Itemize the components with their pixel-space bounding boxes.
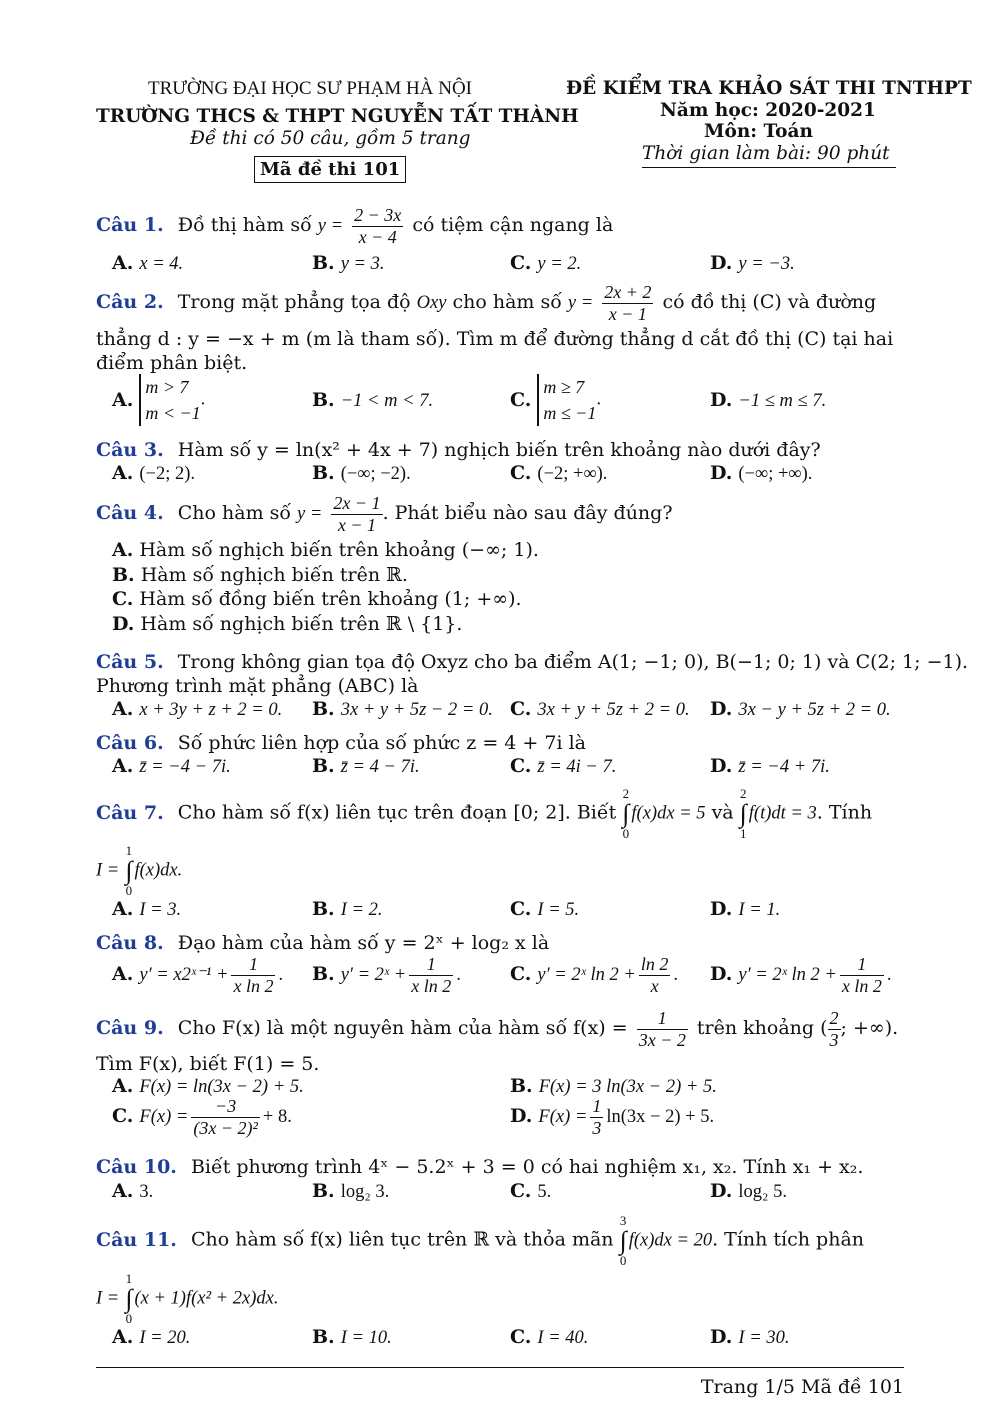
integral-symbol: ∫ bbox=[622, 799, 630, 828]
integral-symbol: ∫ bbox=[619, 1226, 627, 1255]
fraction-denominator: x ln 2 bbox=[233, 975, 274, 996]
option-text: I = 2. bbox=[340, 900, 383, 920]
fraction-numerator: 2x + 2 bbox=[604, 282, 652, 302]
fraction-numerator: 1 bbox=[592, 1096, 602, 1116]
option-text: (−∞; −2). bbox=[340, 464, 411, 484]
math-expr: f(x)dx. bbox=[134, 860, 183, 881]
fraction-denominator: 3 bbox=[592, 1117, 602, 1138]
question-text: Trong mặt phẳng tọa độ bbox=[177, 291, 411, 314]
option-label: B. bbox=[312, 389, 335, 411]
question-text: Cho hàm số bbox=[177, 502, 291, 525]
option-label: A. bbox=[112, 963, 134, 986]
system-line: m > 7 bbox=[145, 377, 189, 397]
option-text: z̄ = −4 + 7i. bbox=[738, 757, 830, 777]
option-text: 3x − y + 5z + 2 = 0. bbox=[738, 700, 891, 720]
question-text-line: Phương trình mặt phẳng (ABC) là bbox=[96, 675, 419, 697]
option-label: B. bbox=[312, 1180, 335, 1202]
question-text-line bbox=[96, 1272, 278, 1325]
math-expr: y = bbox=[297, 504, 323, 525]
option-label: D. bbox=[710, 462, 733, 484]
option-d[interactable] bbox=[710, 389, 826, 412]
fraction-denominator: x − 4 bbox=[358, 226, 397, 247]
option-text: . bbox=[278, 965, 284, 986]
option-label: C. bbox=[510, 1326, 532, 1348]
option-d[interactable] bbox=[112, 613, 462, 635]
option-label: C. bbox=[510, 755, 532, 777]
system-line: m ≤ −1 bbox=[543, 403, 597, 424]
math-expr: I = bbox=[96, 860, 120, 881]
lower-limit: 0 bbox=[125, 883, 133, 899]
fraction bbox=[637, 1008, 688, 1050]
option-label: D. bbox=[112, 613, 135, 635]
time-limit: Thời gian làm bài: 90 phút bbox=[642, 143, 890, 164]
option-text: y = 3. bbox=[340, 254, 385, 274]
option-label: A. bbox=[112, 539, 134, 561]
lower-limit: 0 bbox=[125, 1311, 133, 1327]
option-label: A. bbox=[112, 755, 134, 777]
fraction bbox=[331, 493, 382, 535]
option-label: B. bbox=[312, 698, 335, 720]
fraction-numerator: 2x − 1 bbox=[333, 493, 381, 513]
fraction-numerator: −3 bbox=[191, 1096, 260, 1118]
option-d[interactable] bbox=[710, 1180, 787, 1203]
question-label: Câu 6. bbox=[96, 732, 164, 754]
option-a[interactable] bbox=[112, 755, 231, 778]
option-text: y′ = x2ˣ⁻¹ + bbox=[139, 965, 229, 986]
option-label: D. bbox=[710, 898, 733, 920]
question-label: Câu 7. bbox=[96, 801, 164, 824]
option-a[interactable] bbox=[112, 898, 181, 921]
option-text: y = 2. bbox=[537, 254, 582, 274]
upper-limit: 3 bbox=[619, 1213, 627, 1228]
option-b[interactable] bbox=[312, 389, 433, 412]
option-a[interactable] bbox=[112, 1326, 190, 1349]
option-text: Hàm số nghịch biến trên ℝ. bbox=[140, 564, 408, 586]
fraction-numerator: 1 bbox=[409, 954, 453, 976]
system-line: m ≥ 7 bbox=[543, 377, 585, 397]
option-label: A. bbox=[112, 1326, 134, 1348]
question-text-line: Tìm F(x), biết F(1) = 5. bbox=[96, 1053, 320, 1075]
option-label: A. bbox=[112, 389, 134, 412]
question-label: Câu 3. bbox=[96, 439, 164, 461]
option-text: y = −3. bbox=[738, 254, 795, 274]
option-b[interactable] bbox=[312, 898, 382, 921]
option-text: x = 4. bbox=[139, 254, 184, 274]
fraction-denominator: x ln 2 bbox=[841, 975, 882, 996]
option-label: A. bbox=[112, 462, 134, 484]
option-text: . bbox=[456, 965, 461, 986]
option-d[interactable] bbox=[710, 898, 780, 921]
fraction bbox=[639, 954, 671, 996]
lower-limit: 0 bbox=[619, 1253, 627, 1269]
question-text: . Tính bbox=[816, 801, 873, 824]
fraction bbox=[352, 205, 403, 247]
integral-sign bbox=[125, 1272, 132, 1325]
fraction-denominator: x − 1 bbox=[608, 303, 647, 324]
option-label: D. bbox=[710, 389, 733, 411]
option-b[interactable] bbox=[312, 252, 385, 275]
option-b[interactable] bbox=[312, 462, 411, 485]
option-label: C. bbox=[510, 252, 532, 274]
option-label: D. bbox=[710, 252, 733, 274]
fraction-numerator: 2 bbox=[829, 1008, 839, 1028]
option-label: A. bbox=[112, 1075, 134, 1097]
question-9 bbox=[96, 1008, 898, 1050]
question-label: Câu 2. bbox=[96, 291, 164, 314]
option-text: x + 3y + z + 2 = 0. bbox=[139, 700, 283, 720]
option-label: D. bbox=[710, 1180, 733, 1202]
question-text: . Tính tích phân bbox=[712, 1228, 865, 1251]
question-text: . Phát biểu nào sau đây đúng? bbox=[382, 502, 673, 525]
math-expr: f(t)dt = 3 bbox=[748, 803, 817, 824]
option-a[interactable] bbox=[112, 462, 195, 485]
fraction-denominator: x ln 2 bbox=[411, 975, 452, 996]
option-label: A. bbox=[112, 898, 134, 920]
inequality-system bbox=[139, 374, 200, 426]
option-text: log₂ 5. bbox=[738, 1182, 788, 1202]
option-label: C. bbox=[510, 898, 532, 920]
option-b[interactable] bbox=[312, 1326, 392, 1349]
option-c[interactable] bbox=[510, 898, 579, 921]
fraction-denominator: x bbox=[650, 975, 659, 996]
question-1 bbox=[96, 205, 613, 247]
fraction-denominator: (3x − 2)² bbox=[193, 1117, 258, 1138]
option-label: C. bbox=[510, 1180, 532, 1202]
question-text: có tiệm cận ngang là bbox=[412, 214, 614, 237]
fraction bbox=[191, 1096, 260, 1138]
question-text-line: điểm phân biệt. bbox=[96, 352, 248, 374]
option-label: B. bbox=[312, 963, 335, 986]
option-label: B. bbox=[312, 898, 335, 920]
option-d[interactable] bbox=[710, 954, 892, 996]
fraction-denominator: 3 bbox=[829, 1029, 839, 1050]
option-text: −1 ≤ m ≤ 7. bbox=[738, 391, 827, 411]
option-a[interactable] bbox=[112, 252, 183, 275]
integral-sign bbox=[622, 787, 629, 840]
option-c[interactable] bbox=[510, 374, 601, 426]
question-11 bbox=[96, 1214, 864, 1267]
fraction-numerator: 1 bbox=[231, 954, 275, 976]
option-label: A. bbox=[112, 698, 134, 720]
question-label: Câu 9. bbox=[96, 1017, 164, 1040]
option-text: . bbox=[673, 965, 679, 986]
question-text: Đạo hàm của hàm số y = 2ˣ + log₂ x là bbox=[177, 932, 550, 954]
option-text: Hàm số nghịch biến trên khoảng (−∞; 1). bbox=[139, 539, 539, 561]
option-text: I = 30. bbox=[738, 1328, 790, 1348]
option-label: D. bbox=[710, 698, 733, 720]
subschool-name: TRƯỜNG THCS & THPT NGUYỄN TẤT THÀNH bbox=[96, 106, 579, 127]
fraction-denominator: 3x − 2 bbox=[638, 1029, 686, 1050]
fraction bbox=[409, 954, 453, 996]
option-a[interactable] bbox=[112, 374, 205, 426]
option-label: D. bbox=[710, 1326, 733, 1348]
option-text: I = 40. bbox=[537, 1328, 589, 1348]
option-label: A. bbox=[112, 1180, 134, 1202]
option-c[interactable] bbox=[510, 252, 581, 275]
option-text: F(x) = bbox=[139, 1107, 189, 1128]
option-text: I = 3. bbox=[139, 900, 182, 920]
question-5 bbox=[96, 651, 968, 673]
fraction-denominator: x − 1 bbox=[337, 514, 377, 535]
question-text: cho hàm số bbox=[452, 291, 562, 314]
option-c[interactable] bbox=[510, 1180, 551, 1203]
option-label: C. bbox=[510, 698, 532, 720]
option-label: C. bbox=[510, 963, 532, 986]
option-text: (−2; 2). bbox=[139, 464, 196, 484]
option-a[interactable] bbox=[112, 698, 282, 721]
school-name: TRƯỜNG ĐẠI HỌC SƯ PHẠM HÀ NỘI bbox=[148, 78, 472, 99]
option-d[interactable] bbox=[710, 698, 891, 721]
option-a[interactable] bbox=[112, 954, 283, 996]
option-d[interactable] bbox=[710, 252, 795, 275]
integral-symbol: ∫ bbox=[739, 799, 747, 828]
footer-rule bbox=[96, 1367, 904, 1368]
exam-title: ĐỀ KIỂM TRA KHẢO SÁT THI TNTHPT bbox=[566, 78, 972, 99]
question-3 bbox=[96, 439, 821, 461]
fraction bbox=[231, 954, 275, 996]
option-text: (−∞; +∞). bbox=[738, 464, 813, 484]
option-text: F(x) = ln(3x − 2) + 5. bbox=[139, 1077, 304, 1097]
upper-limit: 2 bbox=[739, 786, 747, 801]
option-b[interactable] bbox=[312, 1180, 389, 1203]
option-label: D. bbox=[710, 963, 733, 986]
fraction bbox=[828, 1008, 841, 1050]
fraction-numerator: 1 bbox=[637, 1008, 688, 1030]
question-text: Số phức liên hợp của số phức z = 4 + 7i là bbox=[177, 732, 586, 754]
option-c[interactable] bbox=[510, 954, 678, 996]
option-text: F(x) = bbox=[538, 1107, 588, 1128]
option-a[interactable] bbox=[112, 539, 539, 561]
question-text: Cho hàm số f(x) liên tục trên ℝ và thỏa mãn bbox=[190, 1228, 614, 1251]
lower-limit: 1 bbox=[739, 826, 747, 842]
option-text: 3x + y + 5z − 2 = 0. bbox=[340, 700, 493, 720]
option-label: A. bbox=[112, 252, 134, 274]
integral-sign bbox=[740, 787, 747, 840]
question-label: Câu 11. bbox=[96, 1228, 177, 1251]
option-text: z̄ = −4 − 7i. bbox=[139, 757, 231, 777]
math-expr: y = bbox=[317, 216, 344, 237]
question-10 bbox=[96, 1156, 863, 1178]
option-text: y′ = 2ˣ + bbox=[340, 965, 407, 986]
option-text: I = 1. bbox=[738, 900, 781, 920]
option-b[interactable] bbox=[312, 698, 493, 721]
exam-code-box: Mã đề thi 101 bbox=[254, 156, 406, 183]
option-d[interactable] bbox=[710, 755, 830, 778]
option-text: y′ = 2ˣ ln 2 + bbox=[537, 965, 636, 986]
math-expr: f(x)dx = 5 bbox=[631, 803, 706, 824]
school-year: Năm học: 2020-2021 bbox=[660, 100, 876, 121]
math-expr: y = bbox=[567, 293, 594, 314]
question-text: Hàm số y = ln(x² + 4x + 7) nghịch biến trên khoảng nào dưới đây? bbox=[177, 439, 821, 461]
question-6 bbox=[96, 732, 586, 754]
option-label: C. bbox=[112, 1105, 134, 1128]
option-label: B. bbox=[510, 1075, 533, 1097]
math-expr: Oxy bbox=[416, 293, 447, 314]
exam-note: Đề thi có 50 câu, gồm 5 trang bbox=[190, 128, 471, 149]
option-c[interactable] bbox=[510, 462, 607, 485]
option-text: . bbox=[886, 965, 892, 986]
fraction-numerator: ln 2 bbox=[640, 954, 669, 974]
option-text: 3. bbox=[139, 1182, 154, 1202]
option-d[interactable] bbox=[710, 462, 812, 485]
question-label: Câu 8. bbox=[96, 932, 164, 954]
option-text: . bbox=[596, 389, 602, 410]
integral-sign bbox=[620, 1214, 627, 1267]
question-label: Câu 1. bbox=[96, 214, 164, 237]
option-label: B. bbox=[312, 462, 335, 484]
question-text: có đồ thị (C) và đường bbox=[662, 291, 877, 314]
option-d[interactable] bbox=[510, 1096, 714, 1138]
inequality-system bbox=[537, 374, 596, 426]
question-2 bbox=[96, 282, 876, 324]
option-text: Hàm số đồng biến trên khoảng (1; +∞). bbox=[139, 588, 522, 610]
question-text: trên khoảng ( bbox=[696, 1017, 828, 1040]
option-text: I = 20. bbox=[139, 1328, 191, 1348]
option-text: z̄ = 4 − 7i. bbox=[340, 757, 420, 777]
question-4 bbox=[96, 493, 673, 535]
upper-limit: 1 bbox=[125, 843, 133, 858]
math-expr: f(x)dx = 20 bbox=[628, 1230, 713, 1251]
option-c[interactable] bbox=[510, 755, 616, 778]
option-text: I = 10. bbox=[340, 1328, 392, 1348]
lower-limit: 0 bbox=[622, 826, 630, 842]
integral-symbol: ∫ bbox=[125, 1284, 133, 1313]
option-label: B. bbox=[112, 564, 135, 586]
option-label: C. bbox=[510, 389, 532, 412]
option-b[interactable] bbox=[312, 755, 420, 778]
option-text: I = 5. bbox=[537, 900, 580, 920]
page-footer: Trang 1/5 Mã đề 101 bbox=[700, 1376, 904, 1398]
option-text: y′ = 2ˣ ln 2 + bbox=[738, 965, 837, 986]
fraction bbox=[840, 954, 884, 996]
option-a[interactable] bbox=[112, 1180, 153, 1203]
option-label: D. bbox=[710, 755, 733, 777]
question-text: Đồ thị hàm số bbox=[177, 214, 312, 237]
question-text-line bbox=[96, 844, 182, 897]
question-label: Câu 5. bbox=[96, 651, 164, 673]
option-c[interactable] bbox=[510, 1326, 588, 1349]
question-label: Câu 10. bbox=[96, 1156, 177, 1178]
option-c[interactable] bbox=[112, 1096, 292, 1138]
option-label: D. bbox=[510, 1105, 533, 1128]
header-rule bbox=[642, 167, 896, 168]
math-expr: (x + 1)f(x² + 2x)dx. bbox=[134, 1288, 279, 1309]
option-text: z̄ = 4i − 7. bbox=[537, 757, 617, 777]
question-text: Cho hàm số f(x) liên tục trên đoạn [0; 2]. Biết bbox=[177, 801, 617, 824]
option-text: Hàm số nghịch biến trên ℝ \ {1}. bbox=[140, 613, 463, 635]
math-expr: I = bbox=[96, 1288, 120, 1309]
fraction bbox=[590, 1096, 603, 1138]
option-text: 3x + y + 5z + 2 = 0. bbox=[537, 700, 690, 720]
question-text: Cho F(x) là một nguyên hàm của hàm số f(x) = bbox=[177, 1017, 628, 1040]
integral-symbol: ∫ bbox=[125, 856, 133, 885]
option-text: −1 < m < 7. bbox=[340, 391, 434, 411]
question-text-line: thẳng d : y = −x + m (m là tham số). Tìm m để đường thẳng d cắt đồ thị (C) tại hai bbox=[96, 328, 894, 350]
upper-limit: 1 bbox=[125, 1271, 133, 1286]
option-text: (−2; +∞). bbox=[537, 464, 608, 484]
fraction-numerator: 2 − 3x bbox=[354, 205, 402, 225]
option-text: . bbox=[200, 389, 206, 410]
option-b[interactable] bbox=[312, 954, 461, 996]
option-label: C. bbox=[112, 588, 134, 610]
option-c[interactable] bbox=[510, 698, 690, 721]
option-text: log₂ 3. bbox=[340, 1182, 390, 1202]
option-c[interactable] bbox=[112, 588, 522, 610]
option-label: C. bbox=[510, 462, 532, 484]
option-b[interactable] bbox=[112, 564, 408, 586]
question-8 bbox=[96, 932, 549, 954]
system-line: m < −1 bbox=[145, 403, 201, 424]
option-a[interactable] bbox=[112, 1075, 304, 1098]
option-text: ln(3x − 2) + 5. bbox=[606, 1107, 715, 1128]
subject: Môn: Toán bbox=[704, 121, 813, 142]
option-text: 5. bbox=[537, 1182, 552, 1202]
integral-sign bbox=[125, 844, 132, 897]
question-text: Biết phương trình 4ˣ − 5.2ˣ + 3 = 0 có hai nghiệm x₁, x₂. Tính x₁ + x₂. bbox=[190, 1156, 864, 1178]
upper-limit: 2 bbox=[622, 786, 630, 801]
option-label: B. bbox=[312, 1326, 335, 1348]
question-text: Trong không gian tọa độ Oxyz cho ba điểm A(1; −1; 0), B(−1; 0; 1) và C(2; 1; −1). bbox=[177, 651, 969, 673]
fraction bbox=[602, 282, 653, 324]
option-text: F(x) = 3 ln(3x − 2) + 5. bbox=[538, 1077, 717, 1097]
question-7 bbox=[96, 787, 872, 840]
option-text: + 8. bbox=[262, 1107, 292, 1128]
option-label: B. bbox=[312, 252, 335, 274]
question-text: ; +∞). bbox=[840, 1017, 899, 1040]
fraction-numerator: 1 bbox=[840, 954, 884, 976]
option-b[interactable] bbox=[510, 1075, 717, 1098]
question-text: và bbox=[711, 801, 734, 824]
option-label: B. bbox=[312, 755, 335, 777]
option-d[interactable] bbox=[710, 1326, 789, 1349]
question-label: Câu 4. bbox=[96, 502, 164, 525]
